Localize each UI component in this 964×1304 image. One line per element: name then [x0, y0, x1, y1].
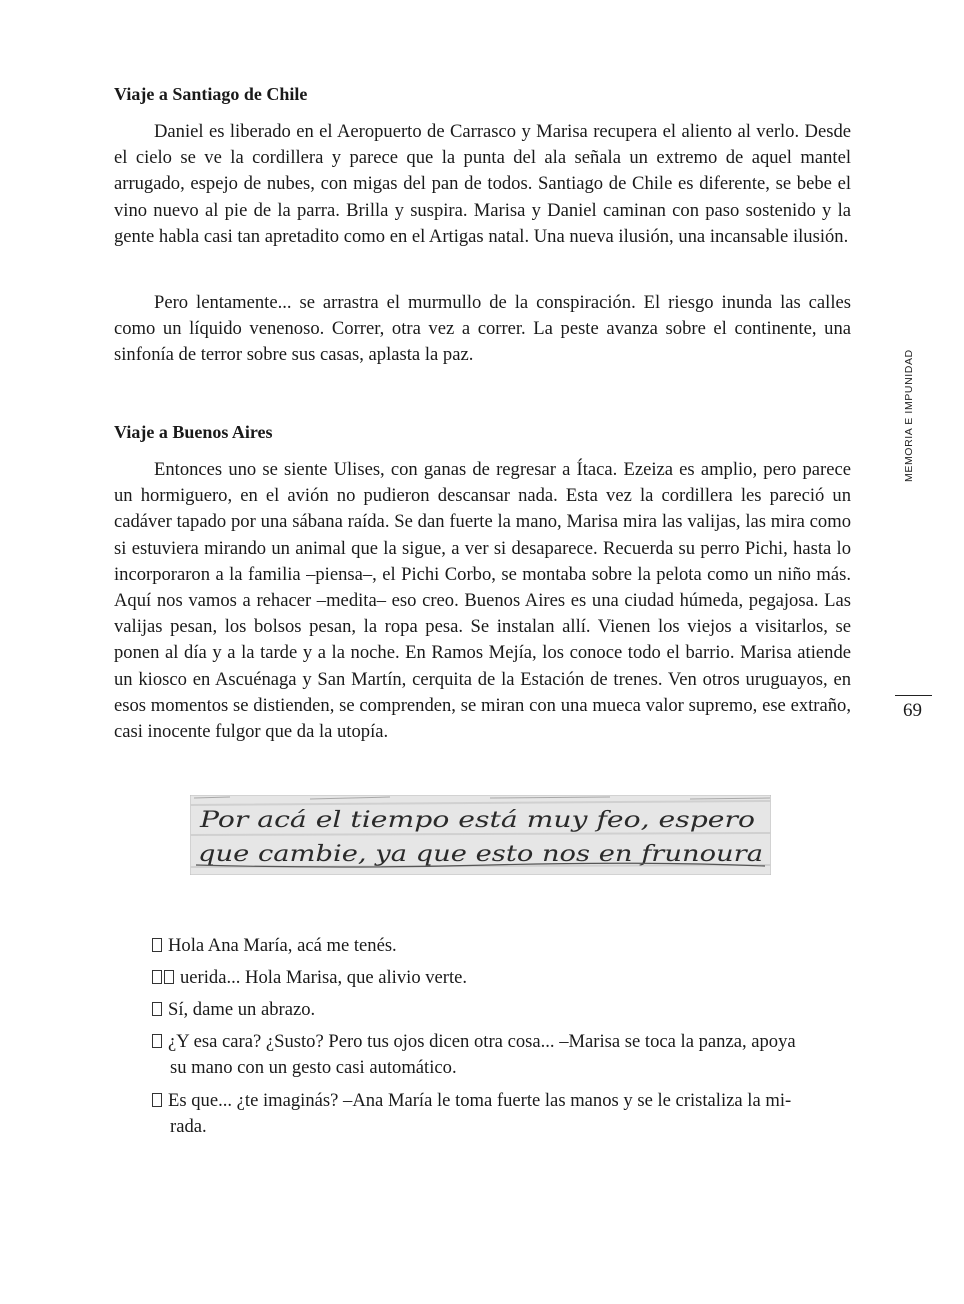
paragraph-buenos-aires-1: Entonces uno se siente Ulises, con ganas de regresar a Ítaca. Ezeiza es amplio, pero parece un hormiguero, en el avión no pudieron descansar nada. Esta vez la cordillera les pareció un cadáver tapado por una sábana raída. Se dan fuerte la mano, Marisa mira las valijas, las mira como si estuviera mirando un animal que la sigue, a ver si desaparece. Recuerda su perro Pichi, hasta lo incorporaron a la familia –piensa–, el Pichi Corbo, se montaba sobre la pelota como un niño más. Aquí nos vamos a rehacer –medita– eso creo. Buenos Aires es una ciudad húmeda, pegajosa. Las valijas pesan, los bolsos pesan, la ropa pesa. Se instalan allí. Vienen los viejos a visitarlos, se ponen al día y a la tarde y a la noche. En Ramos Mejía, los conoce todo el barrio. Marisa atiende un kiosco en Ascuénaga y San Martín, cerquita de la Estación de trenes. Ven otros uruguayos, en esos momentos se distienden, se comprenden, se miran con una mueca valor supremo, ese extraño, casi inocente fulgor que da la utopía.: [114, 459, 851, 743]
page-number: 69: [903, 700, 922, 721]
section-title-santiago: Viaje a Santiago de Chile: [114, 84, 308, 104]
section-title-buenos-aires: Viaje a Buenos Aires: [114, 422, 273, 442]
dialogue-line-5: Es que... ¿te imaginás? –Ana María le toma fuerte las manos y se le cristaliza la mi- rada.: [152, 1088, 852, 1140]
missing-glyph-icon: [152, 970, 162, 984]
dialogue-line-2: uerida... Hola Marisa, que alivio verte.: [152, 965, 852, 991]
handwritten-letter-image: [190, 795, 771, 875]
page-number-rule: [895, 695, 932, 696]
paragraph-santiago-2: Pero lentamente... se arrastra el murmullo de la conspiración. El riesgo inunda las calles como un líquido venenoso. Correr, otra vez a correr. La peste avanza sobre el continente, una sinfonía de terror sobre sus casas, aplasta la paz.: [114, 292, 851, 366]
dialogue-line-1: Hola Ana María, acá me tenés.: [152, 933, 852, 959]
running-side-title: MEMORIA E IMPUNIDAD: [903, 349, 915, 482]
missing-glyph-icon: [152, 1034, 162, 1048]
missing-glyph-icon: [152, 938, 162, 952]
missing-glyph-icon: [152, 1002, 162, 1016]
paragraph-santiago-1: Daniel es liberado en el Aeropuerto de Carrasco y Marisa recupera el aliento al verlo. Desde el cielo se ve la cordillera y parece que la punta del ala señala un extremo de aquel mantel arrugado, espejo de nubes, con migas del pan de todos. Santiago de Chile es diferente, se bebe el vino nuevo al pie de la parra. Brilla y suspira. Marisa y Daniel caminan con paso sostenido y la gente habla casi tan apretadito como en el Artigas natal. Una nueva ilusión, una incansable ilusión.: [114, 121, 851, 247]
missing-glyph-icon: [152, 1093, 162, 1107]
dialogue-line-3: Sí, dame un abrazo.: [152, 997, 852, 1023]
dialogue-line-4: ¿Y esa cara? ¿Susto? Pero tus ojos dicen otra cosa... –Marisa se toca la panza, apoya su mano con un gesto casi automático.: [152, 1029, 852, 1081]
missing-glyph-icon: [164, 970, 174, 984]
handwriting-line-2: que cambie, ya que esto nos en frunoura: [198, 842, 763, 867]
handwriting-line-1: Por acá el tiempo está muy feo, espero: [198, 808, 755, 833]
